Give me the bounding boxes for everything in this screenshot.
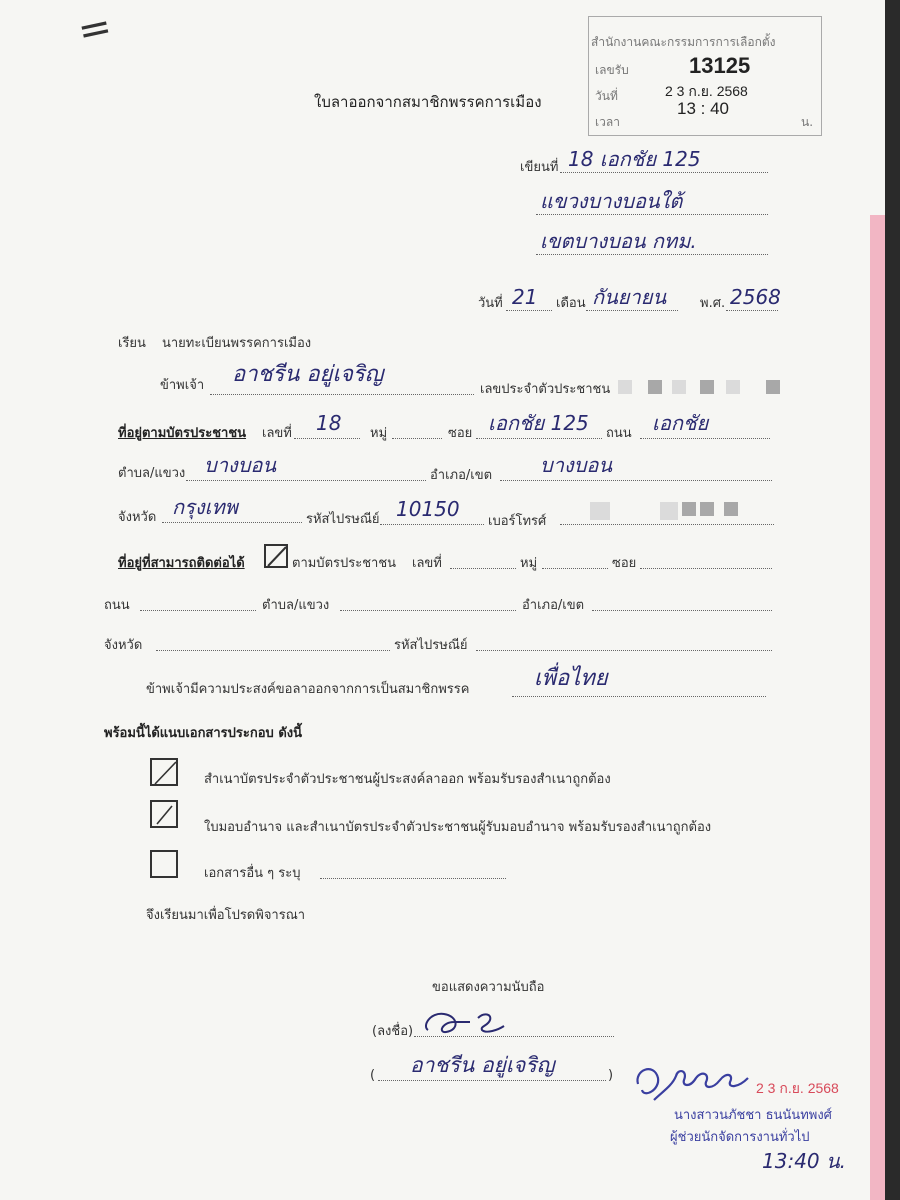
- check-mark-icon: [266, 546, 288, 568]
- address-province-rule: [162, 522, 302, 523]
- attachment-checkbox-2[interactable]: [150, 800, 178, 828]
- stamp-time-label: เวลา: [595, 115, 620, 129]
- attachment-label-2: ใบมอบอำนาจ และสำเนาบัตรประจำตัวประชาชนผู้รับมอบอำนาจ พร้อมรับรองสำเนาถูกต้อง: [204, 820, 712, 835]
- attachment-other-rule: [320, 878, 506, 879]
- date-day-rule: [506, 310, 552, 311]
- signature-name-rule: [378, 1080, 606, 1081]
- written-at-line1: 18 เอกชัย 125: [568, 147, 701, 171]
- attachment-checkbox-3[interactable]: [150, 850, 178, 878]
- address-road: เอกชัย: [652, 411, 709, 435]
- address-house-no: 18: [316, 411, 342, 435]
- written-at-line3-rule: [536, 254, 768, 255]
- contact-same-label: ตามบัตรประชาชน: [292, 556, 397, 571]
- form-title: ใบลาออกจากสมาชิกพรรคการเมือง: [314, 93, 542, 111]
- address-district: บางบอน: [540, 453, 613, 477]
- to-label: เรียน: [118, 336, 146, 351]
- contact-heading: ที่อยู่ที่สามารถติดต่อได้: [118, 556, 245, 571]
- address-subdistrict: บางบอน: [204, 453, 277, 477]
- closing-text: จึงเรียนมาเพื่อโปรดพิจารณา: [146, 908, 306, 923]
- address-soi: เอกชัย 125: [488, 411, 589, 435]
- written-at-line2-rule: [536, 214, 768, 215]
- contact-subdistrict-label: ตำบล/แขวง: [262, 598, 330, 613]
- pink-sheet-edge: [870, 215, 885, 1200]
- date-month-label: เดือน: [556, 296, 586, 311]
- contact-subdistrict-rule: [340, 610, 516, 611]
- date-year-rule: [726, 310, 778, 311]
- stamp-no-value: 13125: [689, 53, 751, 78]
- written-at-line1-rule: [560, 172, 768, 173]
- respect-text: ขอแสดงความนับถือ: [432, 980, 545, 995]
- contact-road-label: ถนน: [104, 598, 130, 613]
- receiver-name: นางสาวนภัชชา ธนนันทพงศ์: [674, 1108, 832, 1123]
- contact-district-rule: [592, 610, 772, 611]
- contact-moo-label: หมู่: [520, 556, 538, 571]
- address-district-label: อำเภอ/เขต: [430, 468, 493, 483]
- intent-party-rule: [512, 696, 766, 697]
- contact-same-checkbox[interactable]: [264, 544, 288, 568]
- attachment-label-1: สำเนาบัตรประจำตัวประชาชนผู้ประสงค์ลาออก พร้อมรับรองสำเนาถูกต้อง: [204, 772, 611, 787]
- stamp-date-value: 2 3 ก.ย. 2568: [665, 83, 748, 99]
- stamp-time-suffix: น.: [801, 115, 814, 129]
- date-day-label: วันที่: [478, 296, 503, 311]
- address-soi-label: ซอย: [448, 426, 473, 441]
- contact-postcode-rule: [476, 650, 772, 651]
- stamp-no-label: เลขรับ: [595, 63, 629, 77]
- receiver-signature: [632, 1056, 760, 1106]
- address-soi-rule: [476, 438, 602, 439]
- intent-party: เพื่อไทย: [534, 666, 608, 691]
- signature-open-paren: (: [370, 1068, 376, 1083]
- address-road-label: ถนน: [606, 426, 632, 441]
- contact-road-rule: [140, 610, 256, 611]
- signature-label: (ลงชื่อ): [372, 1024, 414, 1039]
- contact-postcode-label: รหัสไปรษณีย์: [394, 638, 468, 653]
- date-month-rule: [586, 310, 678, 311]
- attachment-checkbox-1[interactable]: [150, 758, 178, 786]
- attachments-heading: พร้อมนี้ได้แนบเอกสารประกอบ ดังนี้: [104, 726, 303, 741]
- address-house-label: เลขที่: [262, 426, 292, 441]
- date-day: 21: [512, 285, 538, 309]
- contact-province-label: จังหวัด: [104, 638, 143, 653]
- written-at-line3: เขตบางบอน กทม.: [540, 229, 697, 253]
- date-month: กันยายน: [592, 285, 667, 309]
- signature-printed-name: อาชรีน อยู่เจริญ: [410, 1053, 555, 1077]
- receiver-date-stamp: 2 3 ก.ย. 2568: [756, 1080, 839, 1096]
- address-province: กรุงเทพ: [172, 495, 238, 519]
- contact-soi-label: ซอย: [612, 556, 637, 571]
- to-value: นายทะเบียนพรรคการเมือง: [162, 336, 312, 351]
- attachment-label-3: เอกสารอื่น ๆ ระบุ: [204, 866, 301, 881]
- intent-text: ข้าพเจ้ามีความประสงค์ขอลาออกจากการเป็นสมาชิกพรรค: [146, 682, 470, 697]
- receiver-position: ผู้ช่วยนักจัดการงานทั่วไป: [670, 1130, 810, 1145]
- date-year: 2568: [730, 285, 781, 309]
- stamp-time-value: 13 : 40: [677, 99, 729, 118]
- address-moo-label: หมู่: [370, 426, 388, 441]
- receiver-time: 13:40 น.: [762, 1149, 847, 1173]
- stamp-date-label: วันที่: [595, 89, 618, 103]
- applicant-name-rule: [210, 394, 474, 395]
- address-postcode-label: รหัสไปรษณีย์: [306, 512, 380, 527]
- address-phone-label: เบอร์โทรศ์: [488, 514, 547, 529]
- address-postcode-rule: [380, 524, 484, 525]
- check-mark-icon: [152, 760, 178, 786]
- address-house-rule: [294, 438, 360, 439]
- dash-mark: =: [73, 3, 116, 55]
- contact-soi-rule: [640, 568, 772, 569]
- applicant-signature: [420, 1004, 530, 1038]
- contact-district-label: อำเภอ/เขต: [522, 598, 585, 613]
- contact-house-rule: [450, 568, 516, 569]
- written-at-line2: แขวงบางบอนใต้: [540, 189, 683, 213]
- applicant-name: อาชรีน อยู่เจริญ: [232, 362, 384, 387]
- signature-rule: [414, 1036, 614, 1037]
- signature-close-paren: ): [608, 1068, 614, 1083]
- applicant-id-label: เลขประจำตัวประชาชน: [480, 382, 611, 397]
- address-district-rule: [500, 480, 772, 481]
- address-postcode: 10150: [396, 497, 460, 521]
- address-moo-rule: [392, 438, 442, 439]
- address-heading: ที่อยู่ตามบัตรประชาชน: [118, 426, 247, 441]
- contact-moo-rule: [542, 568, 608, 569]
- address-phone-rule: [560, 524, 774, 525]
- stamp-office: สำนักงานคณะกรรมการการเลือกตั้ง: [591, 35, 776, 49]
- contact-house-label: เลขที่: [412, 556, 442, 571]
- contact-province-rule: [156, 650, 390, 651]
- check-mark-icon: [152, 802, 178, 828]
- date-year-label: พ.ศ.: [700, 296, 726, 311]
- address-road-rule: [640, 438, 770, 439]
- applicant-label: ข้าพเจ้า: [160, 378, 205, 393]
- address-subdistrict-label: ตำบล/แขวง: [118, 466, 186, 481]
- address-province-label: จังหวัด: [118, 510, 157, 525]
- address-subdistrict-rule: [186, 480, 426, 481]
- written-at-label: เขียนที่: [520, 160, 559, 175]
- receipt-stamp: [588, 16, 822, 136]
